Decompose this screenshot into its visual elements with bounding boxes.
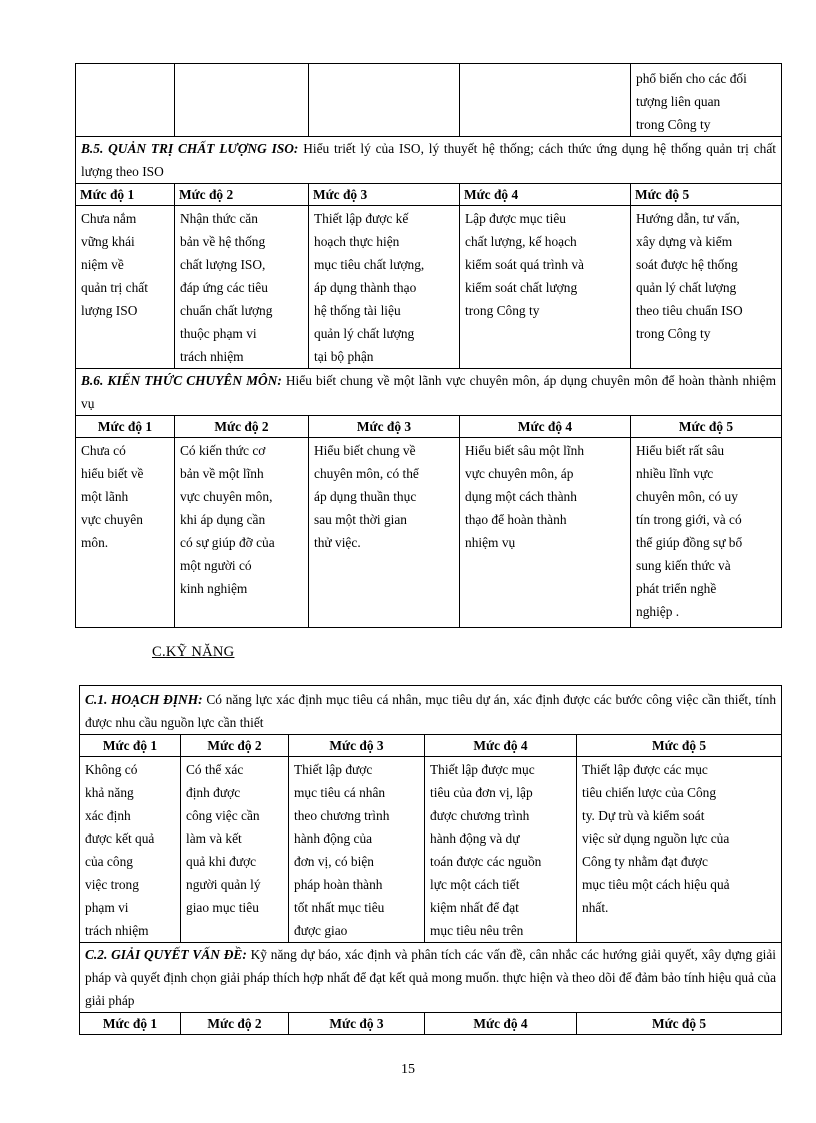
c1-header-2: Mức độ 2: [181, 735, 289, 757]
b5-header-4: Mức độ 4: [460, 184, 631, 206]
b5-header-5: Mức độ 5: [631, 184, 782, 206]
c2-header-3: Mức độ 3: [289, 1013, 425, 1035]
cell-continued-1: [76, 64, 175, 137]
b6-level-row: [76, 438, 782, 628]
c1-level-row: [80, 757, 782, 943]
b6-level-4: Hiểu biết sâu một lĩnh vực chuyên môn, áp dụng một cách thành thạo để hoàn thành nhiệm vụ: [460, 438, 631, 628]
page-number: 15: [401, 1062, 415, 1077]
c1-header-3: Mức độ 3: [289, 735, 425, 757]
c1-level-2: Có thể xác định được công việc cần làm và kết quả khi được người quản lý giao mục tiêu: [181, 757, 289, 943]
c1-level-5: Thiết lập được các mục tiêu chiến lược của Công ty. Dự trù và kiểm soát việc sử dụng nguồn lực của Công ty nhằm đạt được mục tiêu một cách hiệu quả nhất.: [577, 757, 782, 943]
b6-header-4: Mức độ 4: [460, 416, 631, 438]
c1-header-row: [80, 735, 782, 757]
c2-title-row: [80, 943, 782, 1013]
c2-header-4: Mức độ 4: [425, 1013, 577, 1035]
section-c-heading: C.KỸ NĂNG: [152, 644, 235, 660]
b6-title: B.6. KIẾN THỨC CHUYÊN MÔN:: [81, 373, 282, 388]
c2-header-row: [80, 1013, 782, 1035]
c1-level-4: Thiết lập được mục tiêu của đơn vị, lập được chương trình hành động và dự toán được các nguồn lực một cách tiết kiệm nhất để đạt mục tiêu nêu trên: [425, 757, 577, 943]
b6-level-5: Hiểu biết rất sâu nhiều lĩnh vực chuyên môn, có uy tín trong giới, và có thể giúp đồng sự bổ sung kiến thức và phát triển nghề nghiệp .: [631, 438, 782, 628]
b6-level-3: Hiểu biết chung về chuyên môn, có thể áp dụng thuần thục sau một thời gian thử việc.: [309, 438, 460, 628]
competency-table-b: [75, 63, 782, 628]
b6-description: Hiểu biết chung về một lãnh vực chuyên môn, áp dụng chuyên môn để hoàn thành nhiệm vụ: [81, 373, 776, 411]
b6-level-1: Chưa có hiểu biết về một lãnh vực chuyên môn.: [76, 438, 175, 628]
c1-level-3: Thiết lập được mục tiêu cá nhân theo chương trình hành động của đơn vị, có biện pháp hoàn thành tốt nhất mục tiêu được giao: [289, 757, 425, 943]
b6-title-row: [76, 369, 782, 416]
cell-continued-3: [309, 64, 460, 137]
b5-level-2: Nhận thức căn bản về hệ thống chất lượng ISO, đáp ứng các tiêu chuẩn chất lượng thuộc phạm vi trách nhiệm: [175, 206, 309, 369]
b6-header-5: Mức độ 5: [631, 416, 782, 438]
b5-header-1: Mức độ 1: [76, 184, 175, 206]
b6-header-3: Mức độ 3: [309, 416, 460, 438]
c1-title-row: [80, 686, 782, 735]
c2-description: Kỹ năng dự báo, xác định và phân tích các vấn đề, cân nhắc các hướng giải quyết, xây dựng giải pháp và quyết định chọn giải pháp thích hợp nhất để đạt kết quả mong muốn. thực hiện và theo dõi để đảm bảo tính hiệu quả của giải pháp: [85, 947, 777, 1008]
c1-level-1: Không có khả năng xác định được kết quả của công việc trong phạm vi trách nhiệm: [80, 757, 181, 943]
cell-continued-2: [175, 64, 309, 137]
continued-row: [76, 64, 782, 137]
cell-continued-5: phổ biến cho các đối tượng liên quan trong Công ty: [631, 64, 782, 137]
b5-level-4: Lập được mục tiêu chất lượng, kế hoạch kiểm soát quá trình và kiểm soát chất lượng trong Công ty: [460, 206, 631, 369]
c1-title: C.1. HOẠCH ĐỊNH:: [85, 692, 203, 707]
b5-level-5: Hướng dẫn, tư vấn, xây dựng và kiểm soát được hệ thống quản lý chất lượng theo tiêu chuẩn ISO trong Công ty: [631, 206, 782, 369]
c2-header-1: Mức độ 1: [80, 1013, 181, 1035]
b5-title: B.5. QUẢN TRỊ CHẤT LƯỢNG ISO:: [81, 141, 299, 156]
c2-header-5: Mức độ 5: [577, 1013, 782, 1035]
b5-header-row: [76, 184, 782, 206]
competency-table-c: [79, 685, 782, 1035]
c1-header-4: Mức độ 4: [425, 735, 577, 757]
b5-description: Hiểu triết lý của ISO, lý thuyết hệ thống; cách thức ứng dụng hệ thống quản trị chất lượng theo ISO: [81, 141, 777, 179]
c1-header-5: Mức độ 5: [577, 735, 782, 757]
b5-header-3: Mức độ 3: [309, 184, 460, 206]
b6-header-row: [76, 416, 782, 438]
b6-header-1: Mức độ 1: [76, 416, 175, 438]
c1-description: Có năng lực xác định mục tiêu cá nhân, mục tiêu dự án, xác định được các bước công việc cần thiết, tính được nhu cầu nguồn lực cần thiết: [85, 692, 777, 730]
b5-level-1: Chưa nắm vững khái niệm về quản trị chất lượng ISO: [76, 206, 175, 369]
b5-title-row: [76, 137, 782, 184]
c2-header-2: Mức độ 2: [181, 1013, 289, 1035]
b5-level-3: Thiết lập được kế hoạch thực hiện mục tiêu chất lượng, áp dụng thành thạo hệ thống tài liệu quản lý chất lượng tại bộ phận: [309, 206, 460, 369]
b5-header-2: Mức độ 2: [175, 184, 309, 206]
c2-title: C.2. GIẢI QUYẾT VẤN ĐỀ:: [85, 947, 247, 962]
b5-level-row: [76, 206, 782, 369]
c1-header-1: Mức độ 1: [80, 735, 181, 757]
cell-continued-4: [460, 64, 631, 137]
b6-header-2: Mức độ 2: [175, 416, 309, 438]
b6-level-2: Có kiến thức cơ bản về một lĩnh vực chuyên môn, khi áp dụng cần có sự giúp đỡ của một người có kinh nghiệm: [175, 438, 309, 628]
